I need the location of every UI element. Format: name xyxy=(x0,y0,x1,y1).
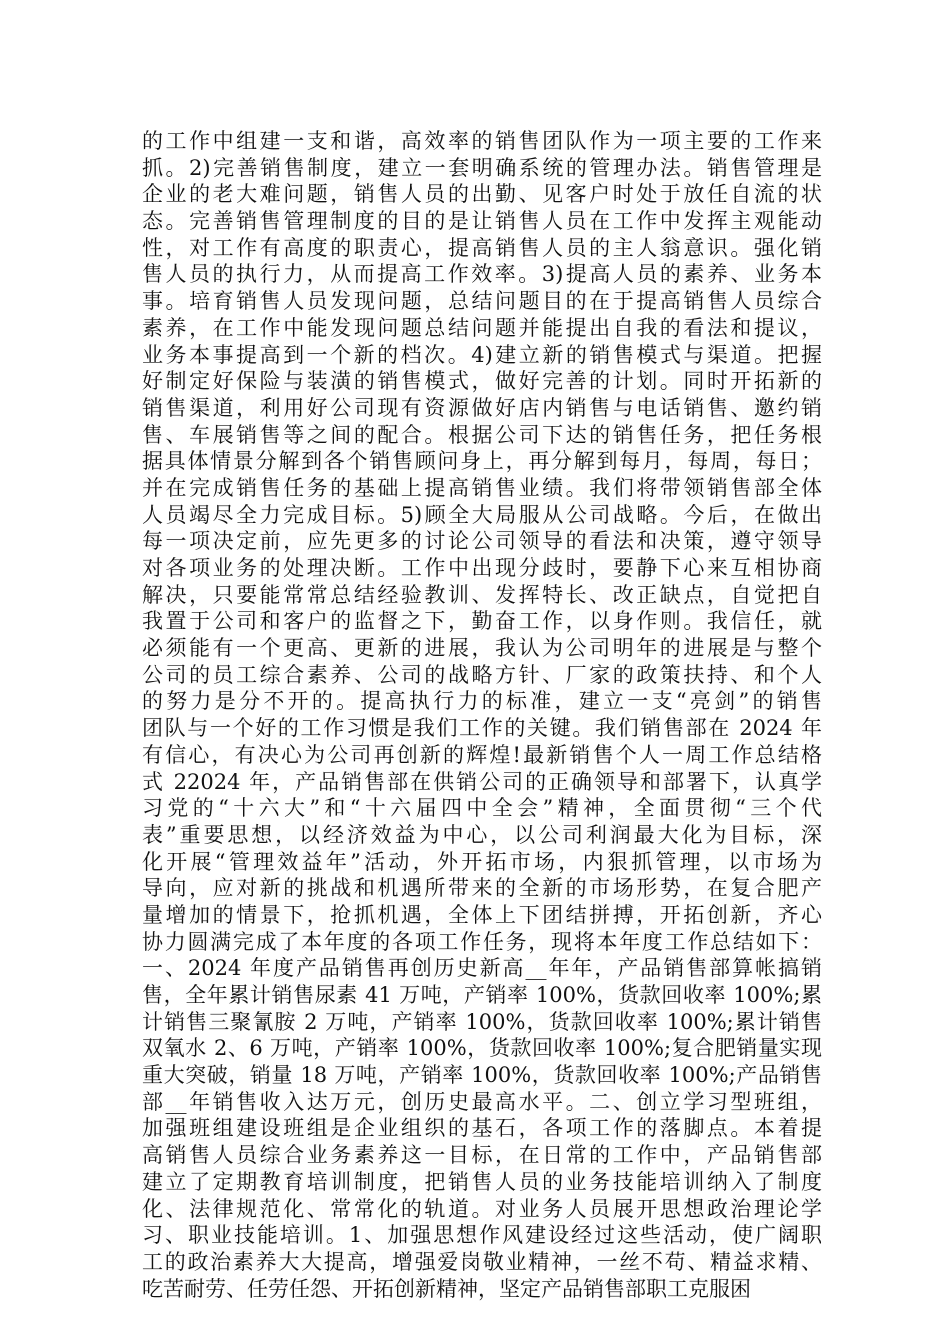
text-line: 吃苦耐劳、任劳任怨、开拓创新精神，坚定产品销售部职工克服困 xyxy=(142,1276,751,1301)
text-line: 表”重要思想，以经济效益为中心，以公司利润最大化为目标，深 xyxy=(142,822,822,847)
text-line: 人员竭尽全力完成目标。5)顾全大局服从公司战略。今后，在做出 xyxy=(142,502,822,527)
text-line: 并在完成销售任务的基础上提高销售业绩。我们将带领销售部全体 xyxy=(142,475,822,500)
text-line: 部__年销售收入达万元，创历史最高水平。二、创立学习型班组， xyxy=(142,1089,822,1114)
text-line: 习党的“十六大”和“十六届四中全会”精神，全面贯彻“三个代 xyxy=(142,796,822,821)
text-line: 素养，在工作中能发现问题总结问题并能提出自我的看法和提议， xyxy=(142,315,822,340)
text-line: 化、法律规范化、常常化的轨道。对业务人员展开思想政治理论学 xyxy=(142,1196,822,1221)
text-line: 加强班组建设班组是企业组织的基石，各项工作的落脚点。本着提 xyxy=(142,1116,822,1141)
text-line: 计销售三聚氰胺 2 万吨，产销率 100%，货款回收率 100%;累计销售 xyxy=(142,1009,822,1034)
text-line: 必须能有一个更高、更新的进展，我认为公司明年的进展是与整个 xyxy=(142,636,822,661)
text-line: 化开展“管理效益年”活动，外开拓市场，内狠抓管理，以市场为 xyxy=(142,849,822,874)
text-line: 每一项决定前，应先更多的讨论公司领导的看法和决策，遵守领导 xyxy=(142,529,822,554)
body-text xyxy=(142,128,822,1302)
text-line: 量增加的情景下，抢抓机遇，全体上下团结拼搏，开拓创新，齐心 xyxy=(142,902,822,927)
text-line: 业务本事提高到一个新的档次。4)建立新的销售模式与渠道。把握 xyxy=(142,342,822,367)
text-line: 售，全年累计销售尿素 41 万吨，产销率 100%，货款回收率 100%;累 xyxy=(142,983,822,1007)
text-line: 我置于公司和客户的监督之下，勤奋工作，以身作则。我信任，就 xyxy=(142,609,822,634)
text-line: 式 22024 年，产品销售部在供销公司的正确领导和部署下，认真学 xyxy=(142,769,822,794)
text-line: 重大突破，销量 18 万吨，产销率 100%，货款回收率 100%;产品销售 xyxy=(142,1063,822,1088)
text-line: 态。完善销售管理制度的目的是让销售人员在工作中发挥主观能动 xyxy=(142,209,822,234)
text-line: 性，对工作有高度的职责心，提高销售人员的主人翁意识。强化销 xyxy=(142,235,822,260)
text-line: 习、职业技能培训。1、加强思想作风建设经过这些活动，使广阔职 xyxy=(142,1223,822,1248)
text-line: 公司的员工综合素养、公司的战略方针、厂家的政策扶持、和个人 xyxy=(142,662,822,687)
text-line: 一、2024 年度产品销售再创历史新高__年年，产品销售部算帐搞销 xyxy=(142,956,822,981)
text-line: 双氧水 2、6 万吨，产销率 100%，货款回收率 100%;复合肥销量实现 xyxy=(142,1036,822,1061)
text-line: 解决，只要能常常总结经验教训、发挥特长、改正缺点，自觉把自 xyxy=(142,582,822,607)
text-line: 工的政治素养大大提高，增强爱岗敬业精神，一丝不苟、精益求精、 xyxy=(142,1249,822,1274)
text-line: 售人员的执行力，从而提高工作效率。3)提高人员的素养、业务本 xyxy=(142,262,822,287)
text-line: 对各项业务的处理决断。工作中出现分歧时，要静下心来互相协商 xyxy=(142,556,822,580)
text-line: 售、车展销售等之间的配合。根据公司下达的销售任务，把任务根 xyxy=(142,422,822,447)
text-line: 销售渠道，利用好公司现有资源做好店内销售与电话销售、邀约销 xyxy=(142,395,822,420)
text-line: 抓。2)完善销售制度，建立一套明确系统的管理办法。销售管理是 xyxy=(142,155,822,180)
text-line: 高销售人员综合业务素养这一目标，在日常的工作中，产品销售部 xyxy=(142,1143,822,1168)
text-line: 据具体情景分解到各个销售顾问身上，再分解到每月，每周，每日； xyxy=(142,449,822,474)
text-line: 好制定好保险与装潢的销售模式，做好完善的计划。同时开拓新的 xyxy=(142,369,822,394)
text-line: 企业的老大难问题，销售人员的出勤、见客户时处于放任自流的状 xyxy=(142,182,822,207)
text-line: 建立了定期教育培训制度，把销售人员的业务技能培训纳入了制度 xyxy=(142,1169,822,1194)
text-line: 团队与一个好的工作习惯是我们工作的关键。我们销售部在 2024 年 xyxy=(142,716,822,741)
text-line: 的工作中组建一支和谐，高效率的销售团队作为一项主要的工作来 xyxy=(142,129,822,153)
text-line: 导向，应对新的挑战和机遇所带来的全新的市场形势，在复合肥产 xyxy=(142,876,822,901)
text-line: 的努力是分不开的。提高执行力的标准，建立一支“亮剑”的销售 xyxy=(142,689,822,714)
text-line: 事。培育销售人员发现问题，总结问题目的在于提高销售人员综合 xyxy=(142,289,822,314)
text-line: 协力圆满完成了本年度的各项工作任务，现将本年度工作总结如下： xyxy=(142,929,822,954)
text-line: 有信心，有决心为公司再创新的辉煌!最新销售个人一周工作总结格 xyxy=(142,742,822,767)
